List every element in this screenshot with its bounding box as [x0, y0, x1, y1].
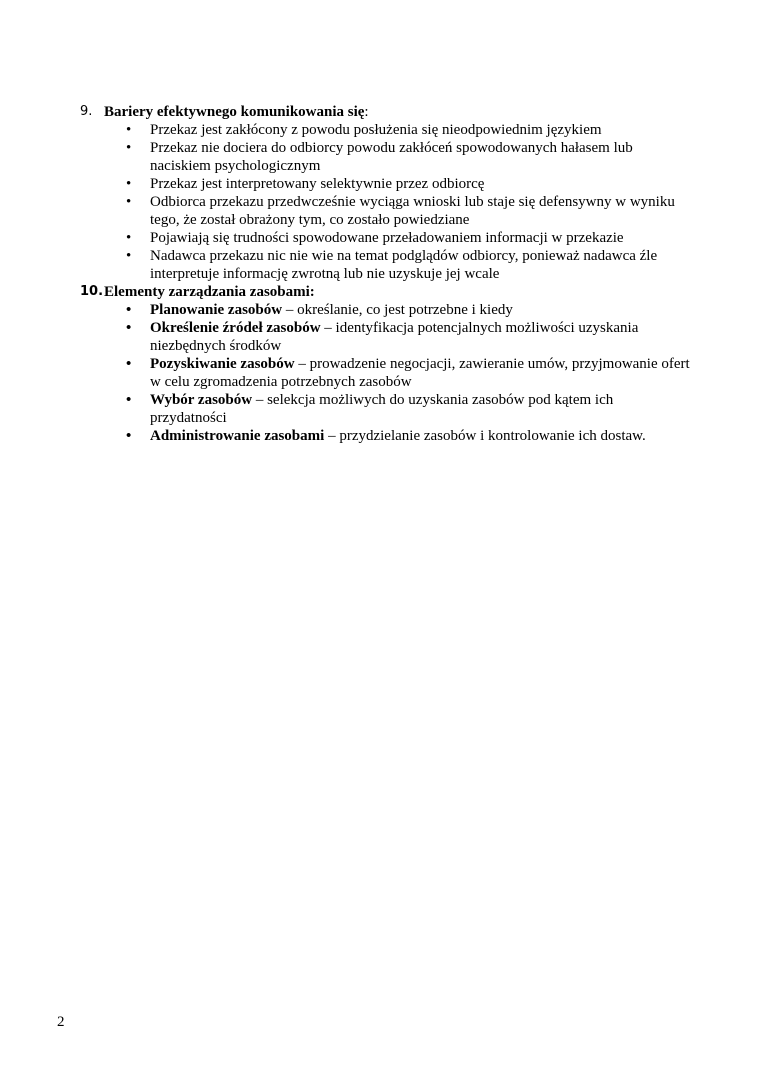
- section-heading: [80, 283, 700, 301]
- section-communication-barriers: [80, 103, 700, 283]
- bullet-icon: •: [126, 392, 132, 408]
- list-item: [80, 355, 690, 391]
- list-item: [80, 391, 690, 427]
- list-item: [80, 301, 690, 319]
- section-resource-management: [80, 283, 700, 445]
- section-heading: [80, 103, 700, 121]
- list-item-text: Przekaz jest interpretowany selektywnie przez odbiorcę: [150, 176, 485, 192]
- list-item-text: Przekaz nie dociera do odbiorcy powodu zakłóceń spowodowanych hałasem lub naciskiem psychologicznym: [150, 140, 633, 174]
- list-item-description: – identyfikacja potencjalnych możliwości uzyskania niezbędnych środków: [150, 320, 639, 354]
- bullet-icon: •: [126, 428, 132, 444]
- list-item: [80, 247, 690, 283]
- bullet-icon: •: [126, 320, 132, 336]
- resource-elements-list: [80, 301, 700, 445]
- list-item: [80, 175, 690, 193]
- bullet-icon: •: [126, 140, 132, 156]
- section-title-suffix: :: [364, 104, 369, 120]
- list-item: [80, 427, 690, 445]
- list-item: [80, 139, 690, 175]
- list-item-description: – prowadzenie negocjacji, zawieranie umów, przyjmowanie ofert w celu zgromadzenia potrzebnych zasobów: [150, 356, 690, 390]
- bullet-icon: •: [126, 176, 132, 192]
- list-item-term: Administrowanie zasobami: [150, 428, 325, 444]
- list-item-term: Wybór zasobów: [150, 392, 253, 408]
- list-item-term: Określenie źródeł zasobów: [150, 320, 321, 336]
- section-number: 10.: [80, 284, 104, 299]
- section-title: Elementy zarządzania zasobami:: [104, 284, 315, 300]
- bullet-icon: •: [126, 248, 132, 264]
- section-number: 9.: [80, 104, 93, 119]
- bullet-icon: •: [126, 302, 132, 318]
- list-item-description: – przydzielanie zasobów i kontrolowanie ich dostaw.: [324, 428, 646, 444]
- list-item-description: – selekcja możliwych do uzyskania zasobów pod kątem ich przydatności: [150, 392, 614, 426]
- bullet-icon: •: [126, 122, 132, 138]
- list-item: [80, 229, 690, 247]
- list-item-text: Odbiorca przekazu przedwcześnie wyciąga wnioski lub staje się defensywny w wyniku tego, że został obrażony tym, co zostało powiedziane: [150, 194, 675, 228]
- bullet-icon: •: [126, 194, 132, 210]
- section-title: Bariery efektywnego komunikowania się: [104, 104, 365, 120]
- list-item-text: Przekaz jest zakłócony z powodu posłużenia się nieodpowiednim językiem: [150, 122, 602, 138]
- list-item-term: Pozyskiwanie zasobów: [150, 356, 295, 372]
- page-number: 2: [57, 1014, 65, 1030]
- list-item-description: – określanie, co jest potrzebne i kiedy: [282, 302, 513, 318]
- list-item-text: Nadawca przekazu nic nie wie na temat podglądów odbiorcy, ponieważ nadawca źle interpretuje informację zwrotną lub nie uzyskuje jej wcale: [150, 248, 658, 282]
- list-item: [80, 319, 690, 355]
- list-item-term: Planowanie zasobów: [150, 302, 283, 318]
- list-item-text: Pojawiają się trudności spowodowane przeładowaniem informacji w przekazie: [150, 230, 624, 246]
- bullet-icon: •: [126, 356, 132, 372]
- barriers-list: [80, 121, 700, 283]
- list-item: [80, 121, 690, 139]
- bullet-icon: •: [126, 230, 132, 246]
- list-item: [80, 193, 690, 229]
